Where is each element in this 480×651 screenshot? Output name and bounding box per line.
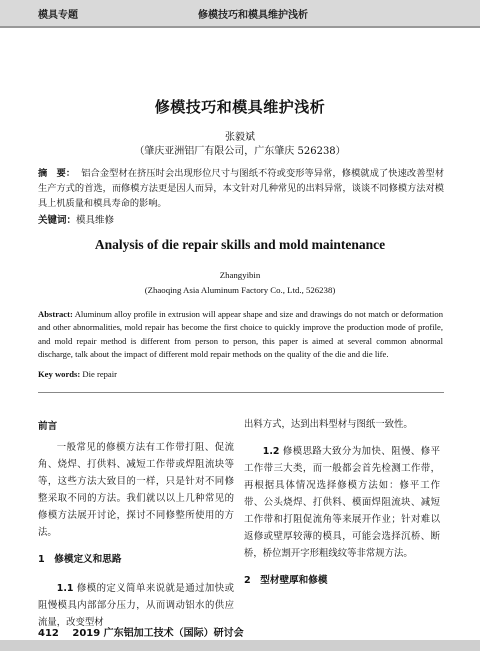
- section-1-1-text: 修模的定义简单来说就是通过加快或阻慢模具内部部分压力，从而调动铝水的供应流量，改变型材: [38, 583, 234, 628]
- abstract-chinese-label: 摘 要：: [38, 168, 76, 179]
- affiliation-chinese: （肇庆亚洲铝厂有限公司，广东肇庆 526238）: [134, 146, 346, 157]
- preface-heading: 前言: [38, 421, 58, 432]
- continued-paragraph: 出料方式，达到出料型材与图纸一致性。: [244, 419, 413, 430]
- abstract-chinese-text: 铝合金型材在挤压时会出现形位尺寸与图纸不符或变形等异常，修模就成了快速改善型材生产方式的首选，而修模方法更是因人而异，本文针对几种常见的出料异常，谈谈不同修模方法对模具上机质量和模具寿命的影响。: [38, 168, 445, 209]
- section-1-heading: 1 修模定义和思路: [38, 554, 122, 565]
- header-section-label: 模具专题: [38, 10, 78, 21]
- abstract-english: [38, 308, 443, 362]
- abstract-chinese: [38, 166, 444, 211]
- page-number: 412: [38, 628, 59, 639]
- keywords-english-text: Die repair: [82, 369, 117, 379]
- abstract-english-text: Aluminum alloy profile in extrusion will appear shape and size and drawings do not match or deformation and other abnormalities, mold repair has become the first choice to quickly improve the production mode of profile, and mold repair method is different from person to person, this paper is aimed at several common abnormal discharge, talk about the impact of different mold repair methods on the quality of the die and die life.: [38, 309, 443, 360]
- header-article-title: 修模技巧和模具维护浅析: [198, 10, 308, 21]
- section-1-2-text: 修模思路大致分为加快、阻慢、修平工作带三大类，而一般都会首先检测工作带，再根据具体情况选择修模方法如：修平工作带、公头烧焊、打供料、模面焊阻流块、减短工作带和打阻促流角等来展开作业；针对难以返修或壁厚较薄的模具，可能会选择沉桥、断桥，桥位割开字形粗线纹等非常规方法。: [244, 446, 440, 559]
- section-1-2-number: 1.2: [262, 446, 280, 457]
- affiliation-english: (Zhaoqing Asia Aluminum Factory Co., Ltd., 526238): [144, 285, 336, 295]
- author-english: Zhangyibin: [219, 270, 261, 280]
- body-column-left: [38, 418, 234, 631]
- running-header: [0, 0, 480, 28]
- section-1-1-number: 1.1: [56, 583, 74, 594]
- page-footer: [38, 624, 244, 639]
- preface-paragraph: 一般常见的修模方法有工作带打阻、促流角、烧焊、打供料、减短工作带或焊阻流块等等，这些方法大致目的一样，只是针对不同修整采取不同的方法。我们就以以上几种常见的修模方法展开讨论，探讨不同修整所使用的方法。: [38, 442, 234, 538]
- journal-name: 2019 广东铝加工技术（国际）研讨会: [72, 628, 244, 639]
- paper-title-english: Analysis of die repair skills and mold maintenance: [94, 237, 386, 252]
- section-2-heading: 2 型材壁厚和修模: [244, 575, 328, 586]
- abstract-english-label: Abstract:: [38, 309, 73, 319]
- author-chinese: 张毅斌: [225, 132, 255, 143]
- keywords-chinese-label: 关键词：: [38, 215, 77, 226]
- paper-title-chinese: 修模技巧和模具维护浅析: [154, 98, 326, 116]
- keywords-chinese-text: 模具维修: [76, 215, 115, 226]
- keywords-english-label: Key words:: [38, 369, 81, 379]
- section-1-2-paragraph: [244, 443, 440, 562]
- body-column-right: [244, 416, 440, 589]
- section-divider: [38, 392, 444, 393]
- keywords-english: [38, 369, 117, 379]
- footer-bar: [0, 640, 480, 651]
- keywords-chinese: [38, 212, 114, 226]
